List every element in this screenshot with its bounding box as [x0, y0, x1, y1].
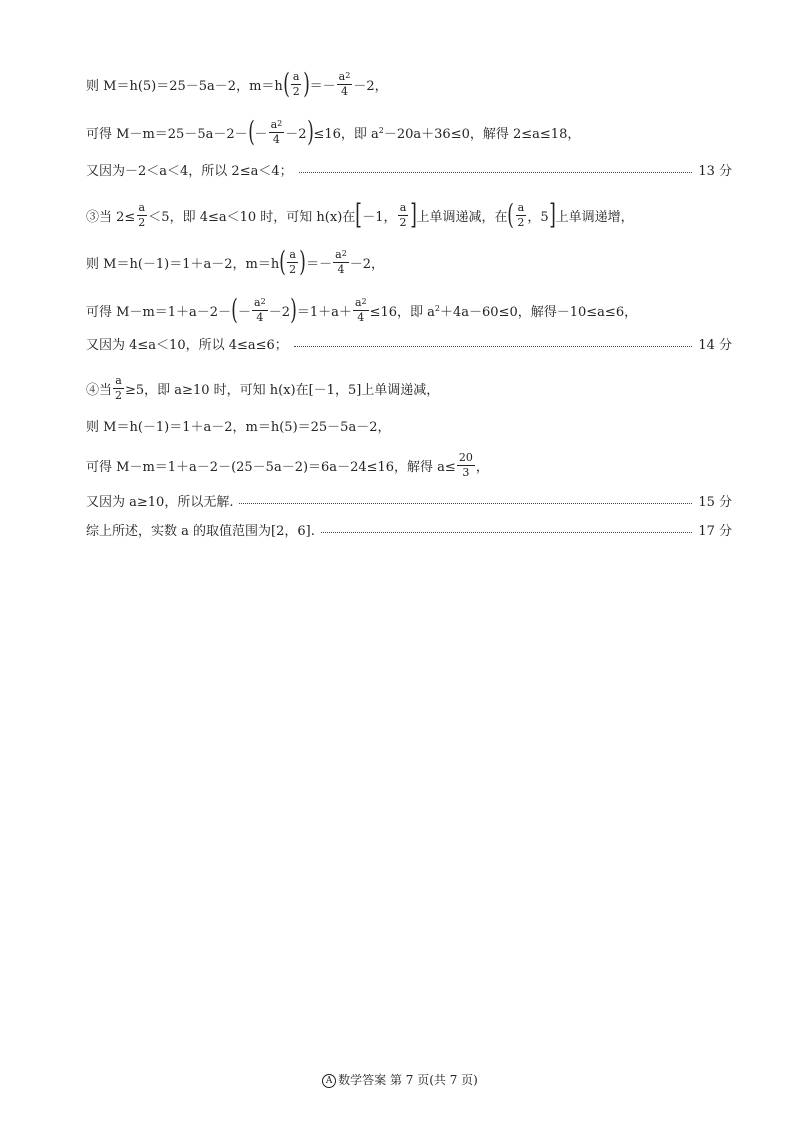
solution-line-5	[86, 245, 732, 278]
solution-line-3	[86, 160, 732, 179]
text-segment: ≥5，即 a≥10 时，可知 h(x)在[－1，5]上单调递减，	[125, 382, 440, 398]
superscript: 2	[361, 296, 367, 306]
fraction-denominator: 2	[138, 215, 146, 229]
fraction	[333, 249, 349, 275]
paren-left: (	[507, 198, 515, 231]
paren-right: )	[302, 67, 310, 100]
fraction-numerator	[337, 71, 353, 85]
text-segment: ，	[475, 459, 489, 475]
solution-line-7	[86, 334, 732, 353]
fraction-denominator: 4	[357, 310, 365, 324]
paren-left: (	[282, 67, 290, 100]
var-a: a	[338, 69, 346, 83]
paren-left: (	[247, 115, 255, 148]
score-label: 15 分	[698, 495, 732, 510]
fraction-numerator: a	[115, 374, 122, 387]
solution-line-6	[86, 293, 732, 326]
text-segment: －2，	[353, 78, 388, 94]
fraction	[287, 249, 298, 275]
text-segment: －	[254, 126, 268, 142]
paper-version-badge: A	[322, 1074, 336, 1088]
dot-leader	[321, 532, 692, 533]
fraction-denominator: 2	[399, 215, 407, 229]
fraction	[398, 202, 409, 228]
superscript: 2	[341, 248, 347, 258]
var-a: a	[270, 117, 278, 131]
fraction-denominator: 2	[289, 262, 297, 276]
text-segment: 综上所述，实数 a 的取值范围为[2，6].	[86, 524, 315, 539]
fraction-denominator: 4	[256, 310, 264, 324]
text-segment: ＜5，即 4≤a＜10 时，可知 h(x)在	[148, 209, 356, 225]
text-segment: ，5	[527, 209, 549, 225]
text-segment: ＝－	[309, 78, 336, 94]
text-segment: 可得 M－m＝1＋a－2－	[86, 304, 232, 320]
fraction	[252, 297, 268, 323]
var-a: a	[335, 247, 342, 261]
superscript: 2	[345, 70, 351, 80]
score-label: 14 分	[698, 338, 732, 353]
text-segment: ≤16，即 a	[369, 304, 435, 320]
text-segment: 上单调递增，	[555, 209, 634, 225]
fraction-denominator: 2	[517, 215, 525, 229]
fraction	[457, 452, 475, 478]
superscript: 2	[277, 118, 283, 128]
text-segment: 可得 M－m＝25－5a－2－	[86, 126, 248, 142]
text-segment: 上单调递减，在	[416, 209, 508, 225]
solution-line-1	[86, 67, 732, 100]
fraction-numerator	[333, 249, 349, 263]
paren-left: (	[279, 245, 286, 278]
var-a: a	[354, 295, 362, 309]
page-footer	[0, 1071, 800, 1088]
page-number-text: 数学答案 第 7 页(共 7 页)	[338, 1073, 478, 1087]
text-segment: －2，	[349, 256, 385, 272]
superscript: 2	[378, 125, 384, 135]
text-segment: 可得 M－m＝1＋a－2－(25－5a－2)＝6a－24≤16，解得 a≤	[86, 459, 456, 475]
dot-leader	[299, 172, 693, 173]
fraction-denominator: 4	[337, 262, 345, 276]
superscript: 2	[260, 296, 266, 306]
score-label: 13 分	[698, 164, 732, 179]
text-segment: 则 M＝h(－1)＝1＋a－2，m＝h(5)＝25－5a－2，	[86, 420, 391, 435]
fraction-numerator: a	[399, 200, 407, 214]
text-segment: ＝－	[306, 256, 333, 272]
solution-line-8	[86, 375, 732, 401]
fraction	[113, 375, 124, 401]
text-segment: ＋4a－60≤0，解得－10≤a≤6，	[440, 304, 638, 320]
text-segment: －	[238, 304, 252, 320]
text-segment: ＝1＋a＋	[296, 304, 352, 320]
fraction-numerator	[353, 297, 369, 311]
text-segment: 又因为 4≤a＜10，所以 4≤a≤6；	[86, 338, 288, 353]
fraction-denominator: 3	[462, 465, 470, 479]
solution-line-11	[86, 491, 732, 510]
fraction-denominator: 2	[115, 388, 123, 402]
fraction	[136, 202, 147, 228]
fraction-numerator	[252, 297, 268, 311]
fraction	[337, 71, 353, 97]
text-segment: －2	[285, 126, 307, 142]
paren-right: )	[290, 293, 297, 326]
text-segment: 又因为－2＜a＜4，所以 2≤a＜4；	[86, 164, 293, 179]
text-segment: ④当	[86, 382, 113, 398]
paren-right: )	[299, 245, 306, 278]
fraction	[353, 297, 369, 323]
dot-leader	[294, 346, 693, 347]
solution-line-12	[86, 520, 732, 539]
paren-left: (	[231, 293, 238, 326]
paren-right: )	[306, 115, 314, 148]
text-segment: －2	[268, 304, 290, 320]
bracket-left: [	[355, 198, 363, 231]
dot-leader	[239, 503, 692, 504]
fraction-numerator: a	[289, 247, 296, 261]
fraction-numerator	[269, 119, 285, 133]
fraction-numerator: a	[138, 200, 146, 214]
text-segment: －1，	[362, 209, 397, 225]
fraction-numerator: a	[292, 69, 300, 83]
fraction-numerator: a	[517, 200, 525, 214]
solution-line-10	[86, 452, 732, 478]
text-segment: 则 M＝h(－1)＝1＋a－2，m＝h	[86, 256, 280, 272]
fraction-denominator: 2	[292, 84, 300, 98]
bracket-right: ]	[409, 198, 417, 231]
solution-line-9	[86, 416, 732, 435]
text-segment: ≤16，即 a	[313, 126, 379, 142]
text-segment: ③当 2≤	[86, 209, 136, 225]
superscript: 2	[434, 303, 441, 313]
fraction	[515, 202, 526, 228]
var-a: a	[254, 295, 261, 309]
bracket-right: ]	[548, 198, 556, 231]
fraction	[269, 119, 285, 145]
solution-line-4	[86, 198, 732, 231]
solution-line-2	[86, 115, 732, 148]
text-segment: －20a＋36≤0，解得 2≤a≤18，	[383, 126, 581, 142]
text-segment: 又因为 a≥10，所以无解.	[86, 495, 234, 510]
fraction	[291, 71, 302, 97]
score-label: 17 分	[698, 524, 732, 539]
fraction-denominator: 4	[272, 132, 280, 146]
text-segment: 则 M＝h(5)＝25－5a－2，m＝h	[86, 78, 283, 94]
fraction-numerator: 20	[458, 451, 473, 464]
fraction-denominator: 4	[340, 84, 348, 98]
